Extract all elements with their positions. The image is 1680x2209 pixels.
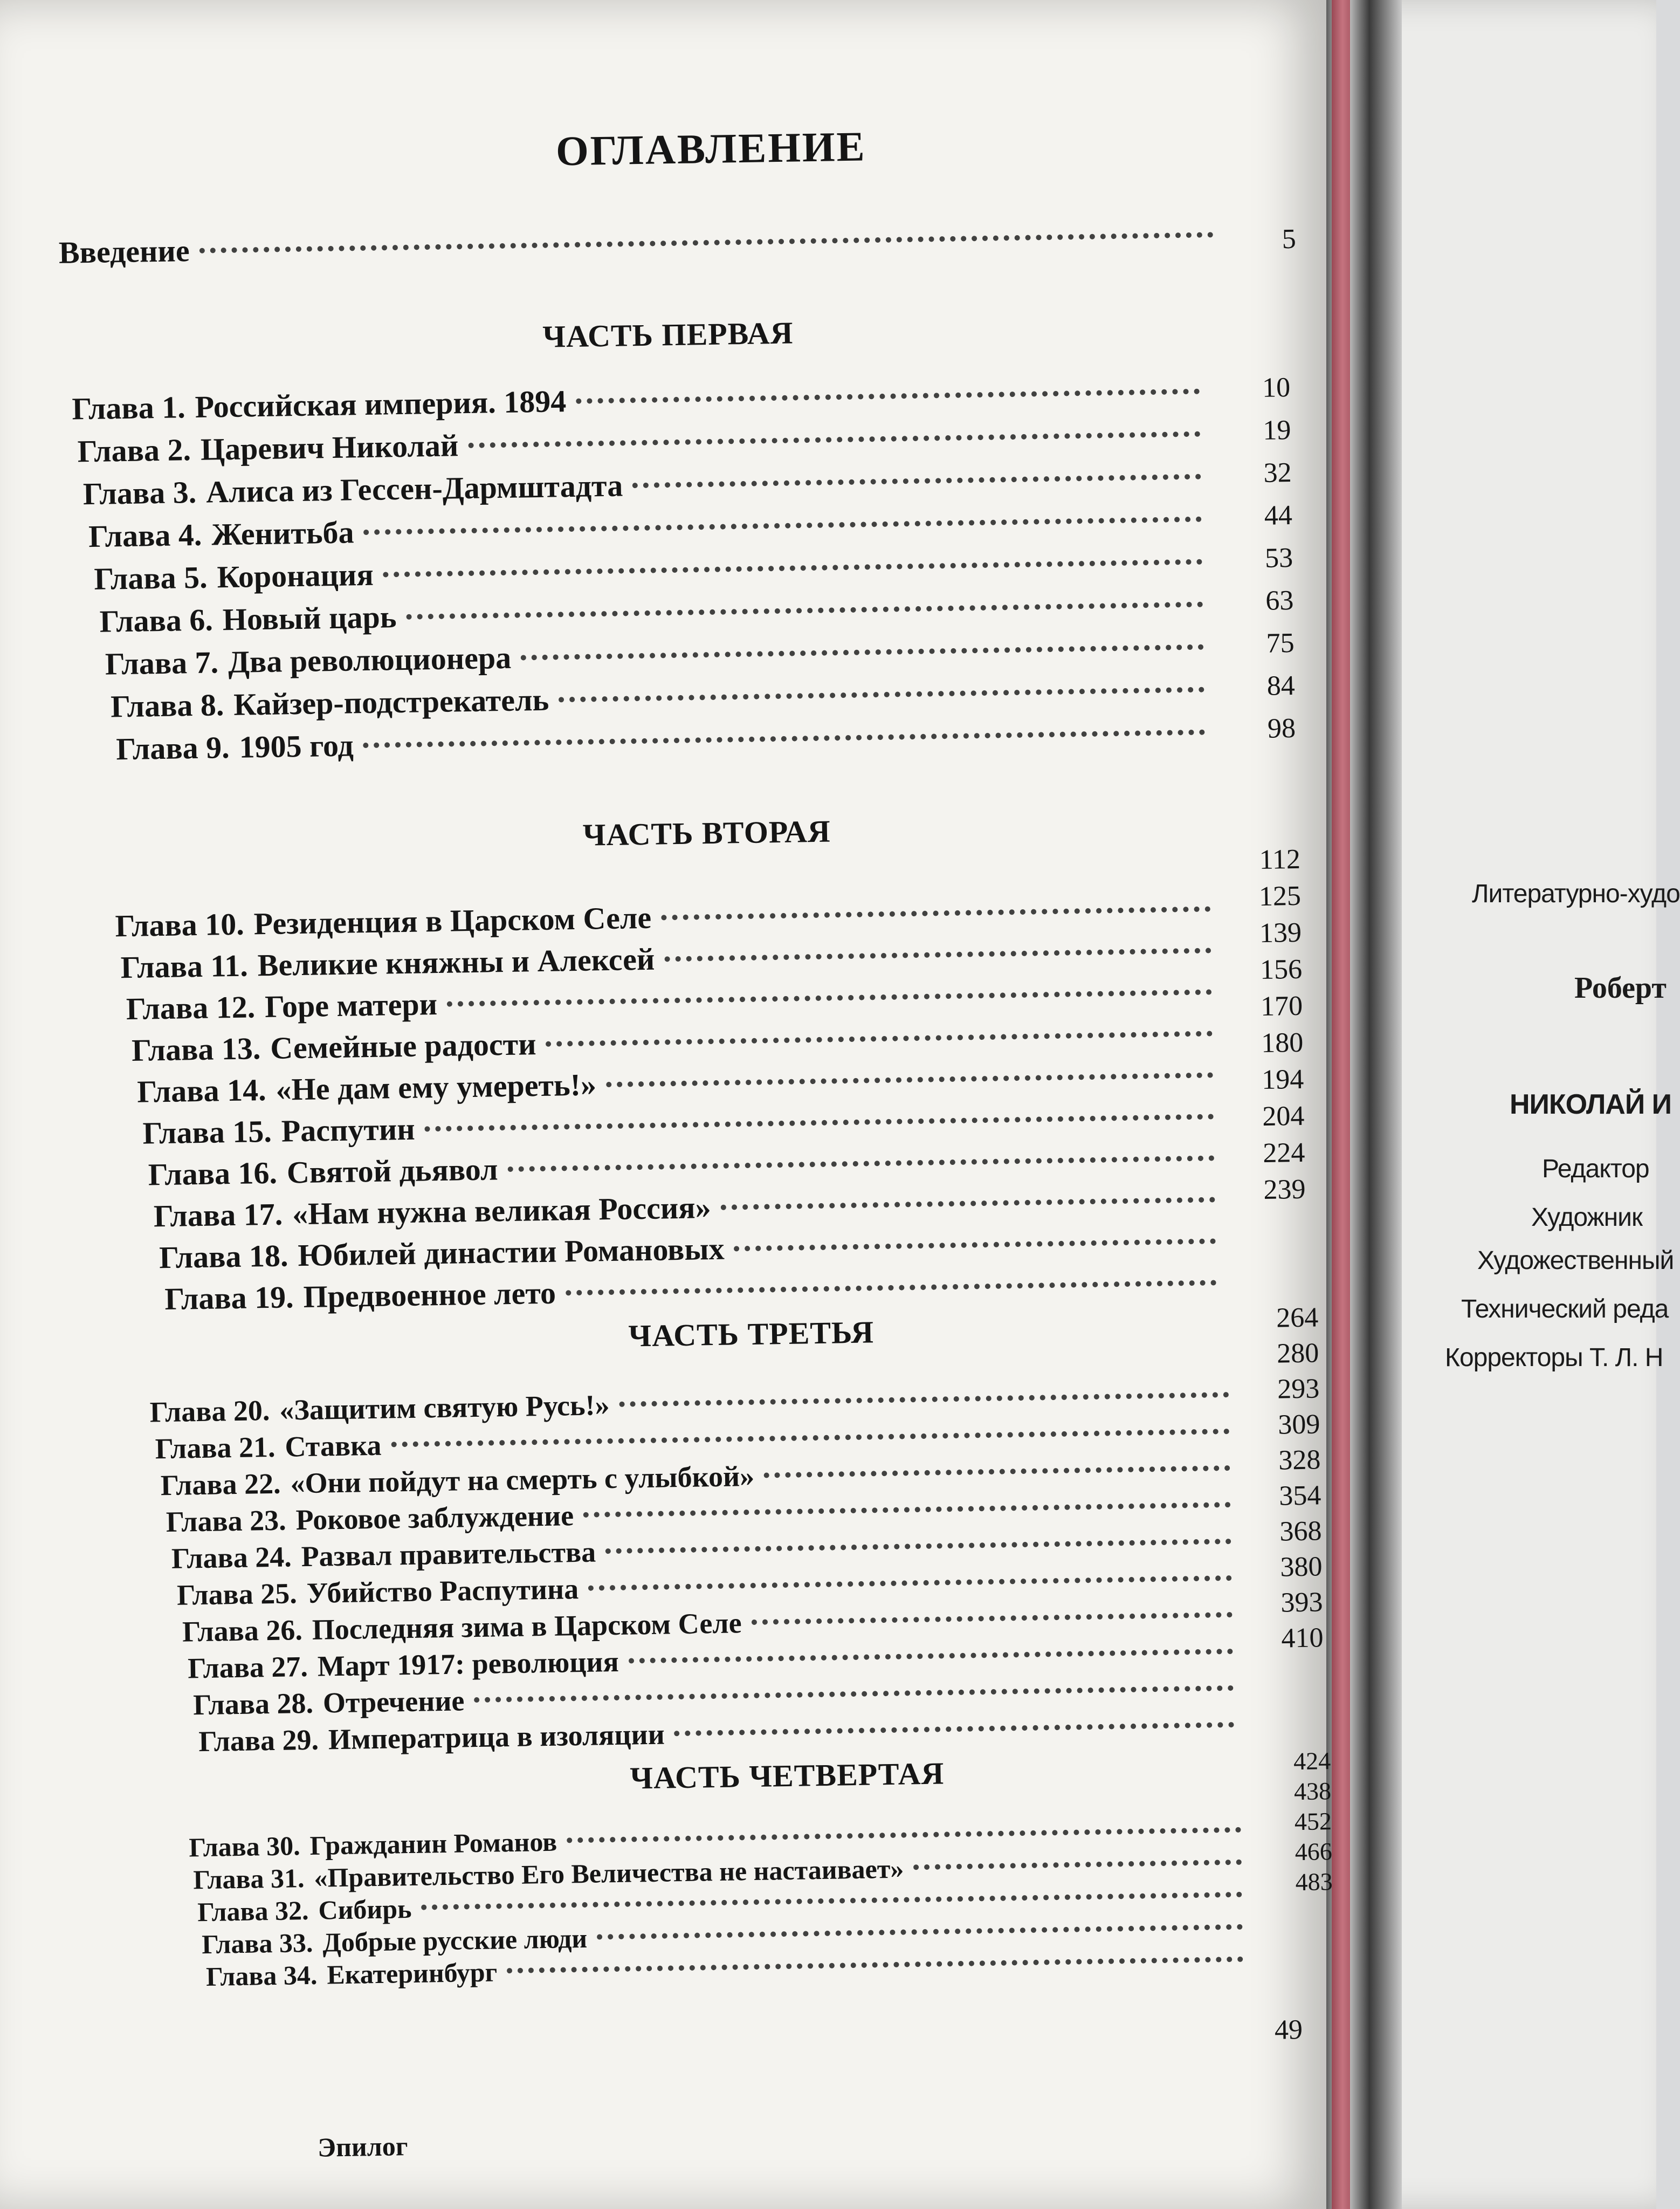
toc-page-number: 483 [1295, 1868, 1333, 1896]
chapter-title: «Правительство Его Величества не настаивает» [314, 1853, 904, 1893]
right-page-line: Корректоры Т. Л. Н [1445, 1343, 1663, 1372]
toc-page-number: 424 [1293, 1747, 1331, 1775]
toc-page-number: 32 [1263, 457, 1292, 489]
chapter-number: Глава 10. [115, 906, 245, 944]
right-page-line: Роберт [1574, 971, 1667, 1005]
chapter-title: 1905 год [239, 728, 354, 765]
chapter-number: Глава 12. [126, 989, 256, 1027]
dot-leader [474, 1681, 1234, 1703]
chapter-title: Гражданин Романов [309, 1826, 557, 1861]
chapter-title: «Не дам ему умереть!» [276, 1067, 597, 1107]
dot-leader [583, 1498, 1231, 1518]
toc-page-number: 452 [1294, 1807, 1332, 1836]
toc-page-number: 466 [1295, 1837, 1333, 1866]
dot-leader [507, 1151, 1214, 1172]
toc-page-number: 380 [1280, 1551, 1323, 1583]
chapter-title: Ставка [284, 1429, 382, 1463]
dot-leader [447, 985, 1212, 1006]
toc-page-number: 44 [1264, 500, 1293, 531]
part-title: ЧАСТЬ ТРЕТЬЯ [628, 1314, 875, 1354]
right-page-line: НИКОЛАЙ И [1510, 1089, 1672, 1120]
chapter-title: Роковое заблуждение [295, 1499, 574, 1536]
chapter-title: Сибирь [318, 1893, 412, 1925]
chapter-number: Глава 2. [77, 432, 191, 469]
dot-leader [661, 902, 1210, 920]
toc-page-number: 156 [1259, 953, 1303, 986]
toc-page-number: 112 [1259, 843, 1301, 876]
right-page-line: Художественный [1477, 1246, 1674, 1275]
chapter-number: Глава 29. [198, 1723, 319, 1758]
toc-page-number: 98 [1267, 712, 1296, 744]
chapter-title: Великие княжны и Алексей [257, 941, 655, 983]
toc-page-number: 49 [1274, 2014, 1303, 2046]
toc-page-number: 438 [1293, 1777, 1332, 1806]
chapter-number: Глава 7. [105, 644, 219, 682]
toc-page-number: 5 [1282, 223, 1297, 255]
chapter-title: Новый царь [222, 599, 397, 637]
dot-leader [507, 1952, 1243, 1973]
chapter-title: Резиденция в Царском Селе [253, 900, 652, 942]
toc-page-number: 393 [1280, 1587, 1323, 1618]
chapter-number: Глава 1. [71, 389, 186, 427]
chapter-number: Глава 30. [188, 1830, 301, 1863]
toc-page-number: 239 [1263, 1174, 1306, 1206]
chapter-title: Алиса из Гессен-Дармштадта [205, 468, 623, 510]
toc-page-number: 280 [1276, 1337, 1319, 1369]
page-title: ОГЛАВЛЕНИЕ [555, 122, 867, 175]
dot-leader [521, 640, 1204, 661]
dot-leader [199, 228, 1213, 253]
chapter-title: Императрица в изоляции [328, 1718, 665, 1756]
dot-leader [664, 943, 1211, 962]
chapter-number: Глава 28. [192, 1686, 314, 1721]
dot-leader [559, 683, 1204, 703]
dot-leader [913, 1855, 1242, 1870]
right-page-line: Литературно-худо [1472, 880, 1680, 908]
toc-page-number: 309 [1277, 1409, 1320, 1440]
chapter-title: Екатеринбург [326, 1957, 498, 1990]
chapter-number: Глава 31. [192, 1863, 305, 1895]
dot-leader [567, 1823, 1241, 1843]
chapter-number: Глава 27. [187, 1650, 308, 1685]
dot-leader [363, 512, 1202, 535]
chapter-number: Глава 6. [99, 602, 214, 639]
dot-leader [421, 1888, 1242, 1910]
dot-leader [576, 385, 1200, 404]
chapter-number: Глава 19. [164, 1279, 294, 1317]
dot-leader [628, 1644, 1233, 1664]
part-title: ЧАСТЬ ЧЕТВЕРТАЯ [629, 1755, 945, 1796]
chapter-number: Глава 20. [149, 1394, 270, 1429]
chapter-title: Отречение [322, 1684, 465, 1719]
chapter-number: Глава 25. [176, 1577, 298, 1611]
chapter-title: Горе матери [264, 986, 438, 1025]
dot-leader [588, 1571, 1232, 1591]
part-title: ЧАСТЬ ВТОРАЯ [582, 813, 831, 853]
chapter-number: Глава 32. [197, 1895, 309, 1927]
toc-entry-label: Эпилог [317, 2131, 408, 2163]
toc-entry-label: Введение [58, 233, 190, 270]
chapter-number: Глава 16. [148, 1155, 278, 1192]
dot-leader [734, 1234, 1216, 1251]
chapter-title: «Они пойдут на смерть с улыбкой» [290, 1459, 755, 1500]
dot-leader [424, 1109, 1214, 1131]
toc-page-number: 368 [1279, 1515, 1322, 1547]
toc-page-number: 63 [1265, 585, 1294, 616]
toc-page-number: 170 [1260, 990, 1303, 1023]
dot-leader [406, 598, 1203, 620]
chapter-number: Глава 11. [120, 948, 249, 985]
chapter-title: Юбилей династии Романовых [297, 1231, 725, 1273]
dot-leader [720, 1192, 1215, 1210]
toc-page-number: 53 [1264, 543, 1293, 574]
chapter-number: Глава 8. [110, 687, 224, 724]
chapter-title: Кайзер-подстрекатель [233, 682, 549, 722]
chapter-title: Убийство Распутина [306, 1573, 579, 1609]
dot-leader [619, 1388, 1229, 1407]
toc-page-number: 293 [1277, 1373, 1320, 1405]
chapter-number: Глава 18. [159, 1238, 288, 1275]
toc-page-number: 125 [1258, 880, 1302, 913]
chapter-number: Глава 24. [171, 1540, 292, 1575]
toc-page-number: 84 [1266, 670, 1296, 702]
chapter-title: Женитьба [211, 514, 355, 552]
chapter-number: Глава 9. [115, 730, 230, 767]
chapter-title: Коронация [217, 557, 374, 595]
right-page-line: Редактор [1542, 1155, 1649, 1183]
dot-leader [546, 1026, 1213, 1046]
chapter-number: Глава 26. [182, 1614, 303, 1648]
chapter-title: Царевич Николай [200, 428, 459, 467]
dot-leader [632, 470, 1201, 489]
toc-page-number: 19 [1262, 415, 1291, 446]
chapter-number: Глава 5. [93, 559, 208, 596]
toc-page-number: 328 [1278, 1444, 1321, 1476]
dot-leader [597, 1920, 1243, 1940]
toc-entry-epilogue [318, 2128, 588, 2170]
dot-leader [383, 555, 1202, 578]
toc-page-number: 180 [1261, 1027, 1304, 1059]
dot-leader [566, 1275, 1216, 1295]
dot-leader [605, 1534, 1231, 1554]
chapter-number: Глава 3. [82, 474, 197, 512]
chapter-number: Глава 23. [166, 1504, 287, 1539]
chapter-title: Два революционера [228, 640, 512, 680]
chapter-number: Глава 13. [131, 1031, 261, 1068]
toc-page-number: 75 [1266, 627, 1295, 659]
table-of-contents [54, 100, 1333, 2163]
chapter-title: «Нам нужна великая Россия» [292, 1190, 712, 1232]
chapter-title: Добрые русские люди [322, 1923, 588, 1958]
toc-page-number: 410 [1281, 1622, 1324, 1654]
toc-page-number: 194 [1261, 1064, 1304, 1096]
toc-page-number: 264 [1276, 1302, 1319, 1334]
chapter-number: Глава 22. [160, 1467, 281, 1502]
dot-leader [468, 427, 1200, 448]
toc-page-number: 10 [1262, 372, 1291, 403]
right-page-line: Художник [1531, 1203, 1642, 1232]
chapter-number: Глава 4. [88, 517, 202, 554]
chapter-title: Российская империя. 1894 [195, 383, 567, 424]
chapter-title: Март 1917: революция [317, 1645, 619, 1683]
chapter-number: Глава 33. [201, 1927, 313, 1960]
dot-leader [363, 725, 1205, 749]
toc-page-number: 204 [1262, 1100, 1305, 1133]
toc-page-number: 224 [1262, 1137, 1305, 1169]
chapter-title: Святой дьявол [286, 1151, 499, 1190]
chapter-number: Глава 34. [205, 1959, 318, 1992]
dot-leader [751, 1608, 1233, 1625]
book-spine-ribbon [1332, 0, 1350, 2209]
toc-page-number: 139 [1259, 917, 1302, 949]
dot-leader [606, 1068, 1213, 1087]
chapter-title: «Защитим святую Русь!» [279, 1389, 610, 1426]
chapter-title: Развал правительства [301, 1535, 596, 1573]
chapter-title: Распутин [281, 1111, 416, 1149]
chapter-number: Глава 21. [155, 1430, 276, 1465]
chapter-title: Семейные радости [270, 1026, 537, 1066]
chapter-title: Последняя зима в Царском Селе [312, 1607, 742, 1646]
chapter-number: Глава 14. [136, 1072, 267, 1109]
chapter-number: Глава 17. [153, 1196, 283, 1234]
chapter-number: Глава 15. [142, 1113, 272, 1151]
toc-entry-intro [58, 216, 1223, 272]
dot-leader [674, 1718, 1234, 1736]
toc-page-number: 354 [1278, 1480, 1321, 1512]
right-page-line: Технический реда [1461, 1295, 1669, 1323]
chapter-title: Предвоенное лето [303, 1275, 556, 1314]
dot-leader [391, 1424, 1229, 1447]
dot-leader [764, 1461, 1230, 1478]
part-title: ЧАСТЬ ПЕРВАЯ [542, 315, 794, 354]
